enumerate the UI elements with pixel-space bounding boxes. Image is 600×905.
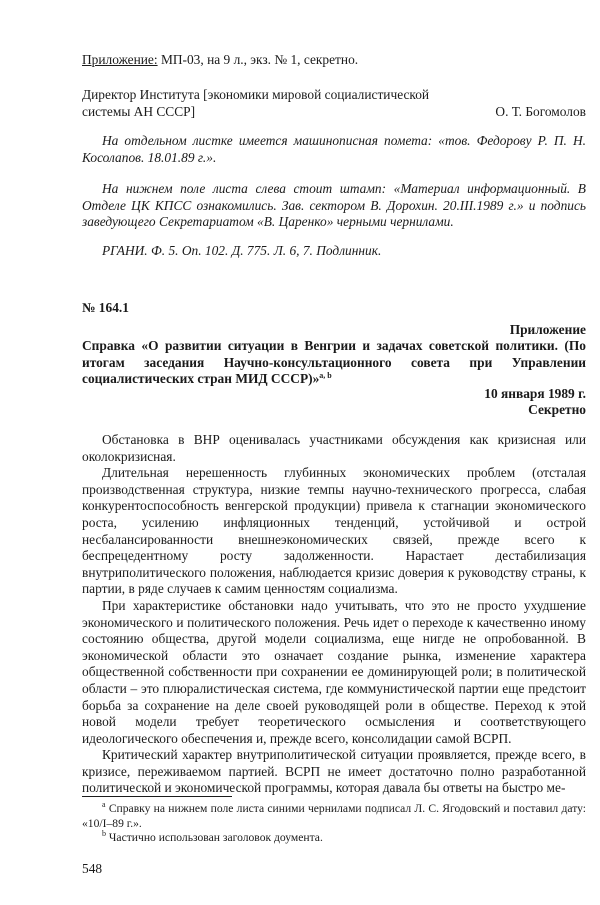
title-footnote-marks: а, b <box>319 371 332 381</box>
archival-note-2: На нижнем поле листа слева стоит штамп: «Материал информационный. В Отделе ЦК КПСС ознакомились. Зав. сектором В. Дорохин. 20.III.1989 г.» и подпись заведующего Секретариатом «В. Царенко» черными чернилами. <box>82 181 586 230</box>
page-number: 548 <box>82 861 103 876</box>
body-text <box>82 432 586 797</box>
footnote-divider <box>82 796 232 797</box>
signature-position-line2: системы АН СССР] <box>82 103 196 119</box>
footnote-b-mark: b <box>102 829 106 839</box>
signature-position-line1: Директор Института [экономики мировой социалистической <box>82 87 430 102</box>
document-title-text: Справка «О развитии ситуации в Венгрии и задачах советской политики. (По итогам заседания Научно-консультационного совета при Управлении социалистических стран МИД СССР)» <box>82 338 586 387</box>
paragraph-1: Обстановка в ВНР оценивалась участниками обсуждения как кризисная или околокризисная. <box>82 432 586 464</box>
document-title <box>82 338 586 388</box>
footnote-a <box>82 802 586 831</box>
footnote-a-text: Справку на нижнем поле листа синими чернилами подписал Л. С. Ягодовский и поставил дату: «10/I–89 г.». <box>82 802 586 830</box>
paragraph-2: Длительная нерешенность глубинных экономических проблем (отсталая производственная структура, низкие темпы научно-технического прогресса, слабая конкурентоспособность венгерской продукции) привела к стагнации экономического роста, усилению инфляционных тенденций, устойчивой и острой несбалансированности внешнеэкономических связей, прежде всего к беспрецедентному росту задолженности. Нарастает дестабилизация внутриполитического положения, наблюдается кризис доверия к руководству страны, к партии, в ряде случаев к самим ценностям социализма. <box>82 465 586 597</box>
signature-block <box>82 87 586 120</box>
archive-reference: РГАНИ. Ф. 5. Оп. 102. Д. 775. Л. 6, 7. Подлинник. <box>102 243 382 258</box>
document-number: № 164.1 <box>82 300 129 315</box>
paragraph-4: Критический характер внутриполитической ситуации проявляется, прежде всего, в кризисе, переживаемом партией. ВСРП не имеет достаточно полно разработанной политической и экономической программы, которая давала бы ответы на быстро ме- <box>82 747 586 796</box>
footnote-b <box>82 831 586 846</box>
paragraph-3: При характеристике обстановки надо учитывать, что это не просто ухудшение экономического и политического положения. Речь идет о переходе к качественно иному состоянию общества, другой модели социализма, еще нигде не опробованной. В экономической области это означает создание рынка, изменение характера общественной собственности при сохранении ее доминирующей роли; в политической области – это плюралистическая система, где коммунистической партии еще предстоит борьба за сохранение на деле своей руководящей роли в обществе. Переход к этой новой модели требует теоретического осмысления и соответствующего идеологического обеспечения и, прежде всего, консолидации самой ВСРП. <box>82 597 586 746</box>
footnotes <box>82 802 586 846</box>
attachment-text: МП-03, на 9 л., экз. № 1, секретно. <box>157 52 359 67</box>
archival-note-1: На отдельном листке имеется машинописная помета: «тов. Федорову Р. П. Н. Косолапов. 18.01.89 г.». <box>82 133 586 165</box>
document-date: 10 января 1989 г. <box>484 386 586 401</box>
appendix-label: Приложение <box>509 322 586 337</box>
signature-name: О. Т. Богомолов <box>495 103 586 119</box>
attachment-line <box>82 52 586 69</box>
footnote-b-text: Частично использован заголовок доумента. <box>106 831 323 845</box>
secrecy-label: Секретно <box>528 402 586 417</box>
attachment-label: Приложение: <box>82 52 158 67</box>
footnote-a-mark: а <box>102 800 106 809</box>
